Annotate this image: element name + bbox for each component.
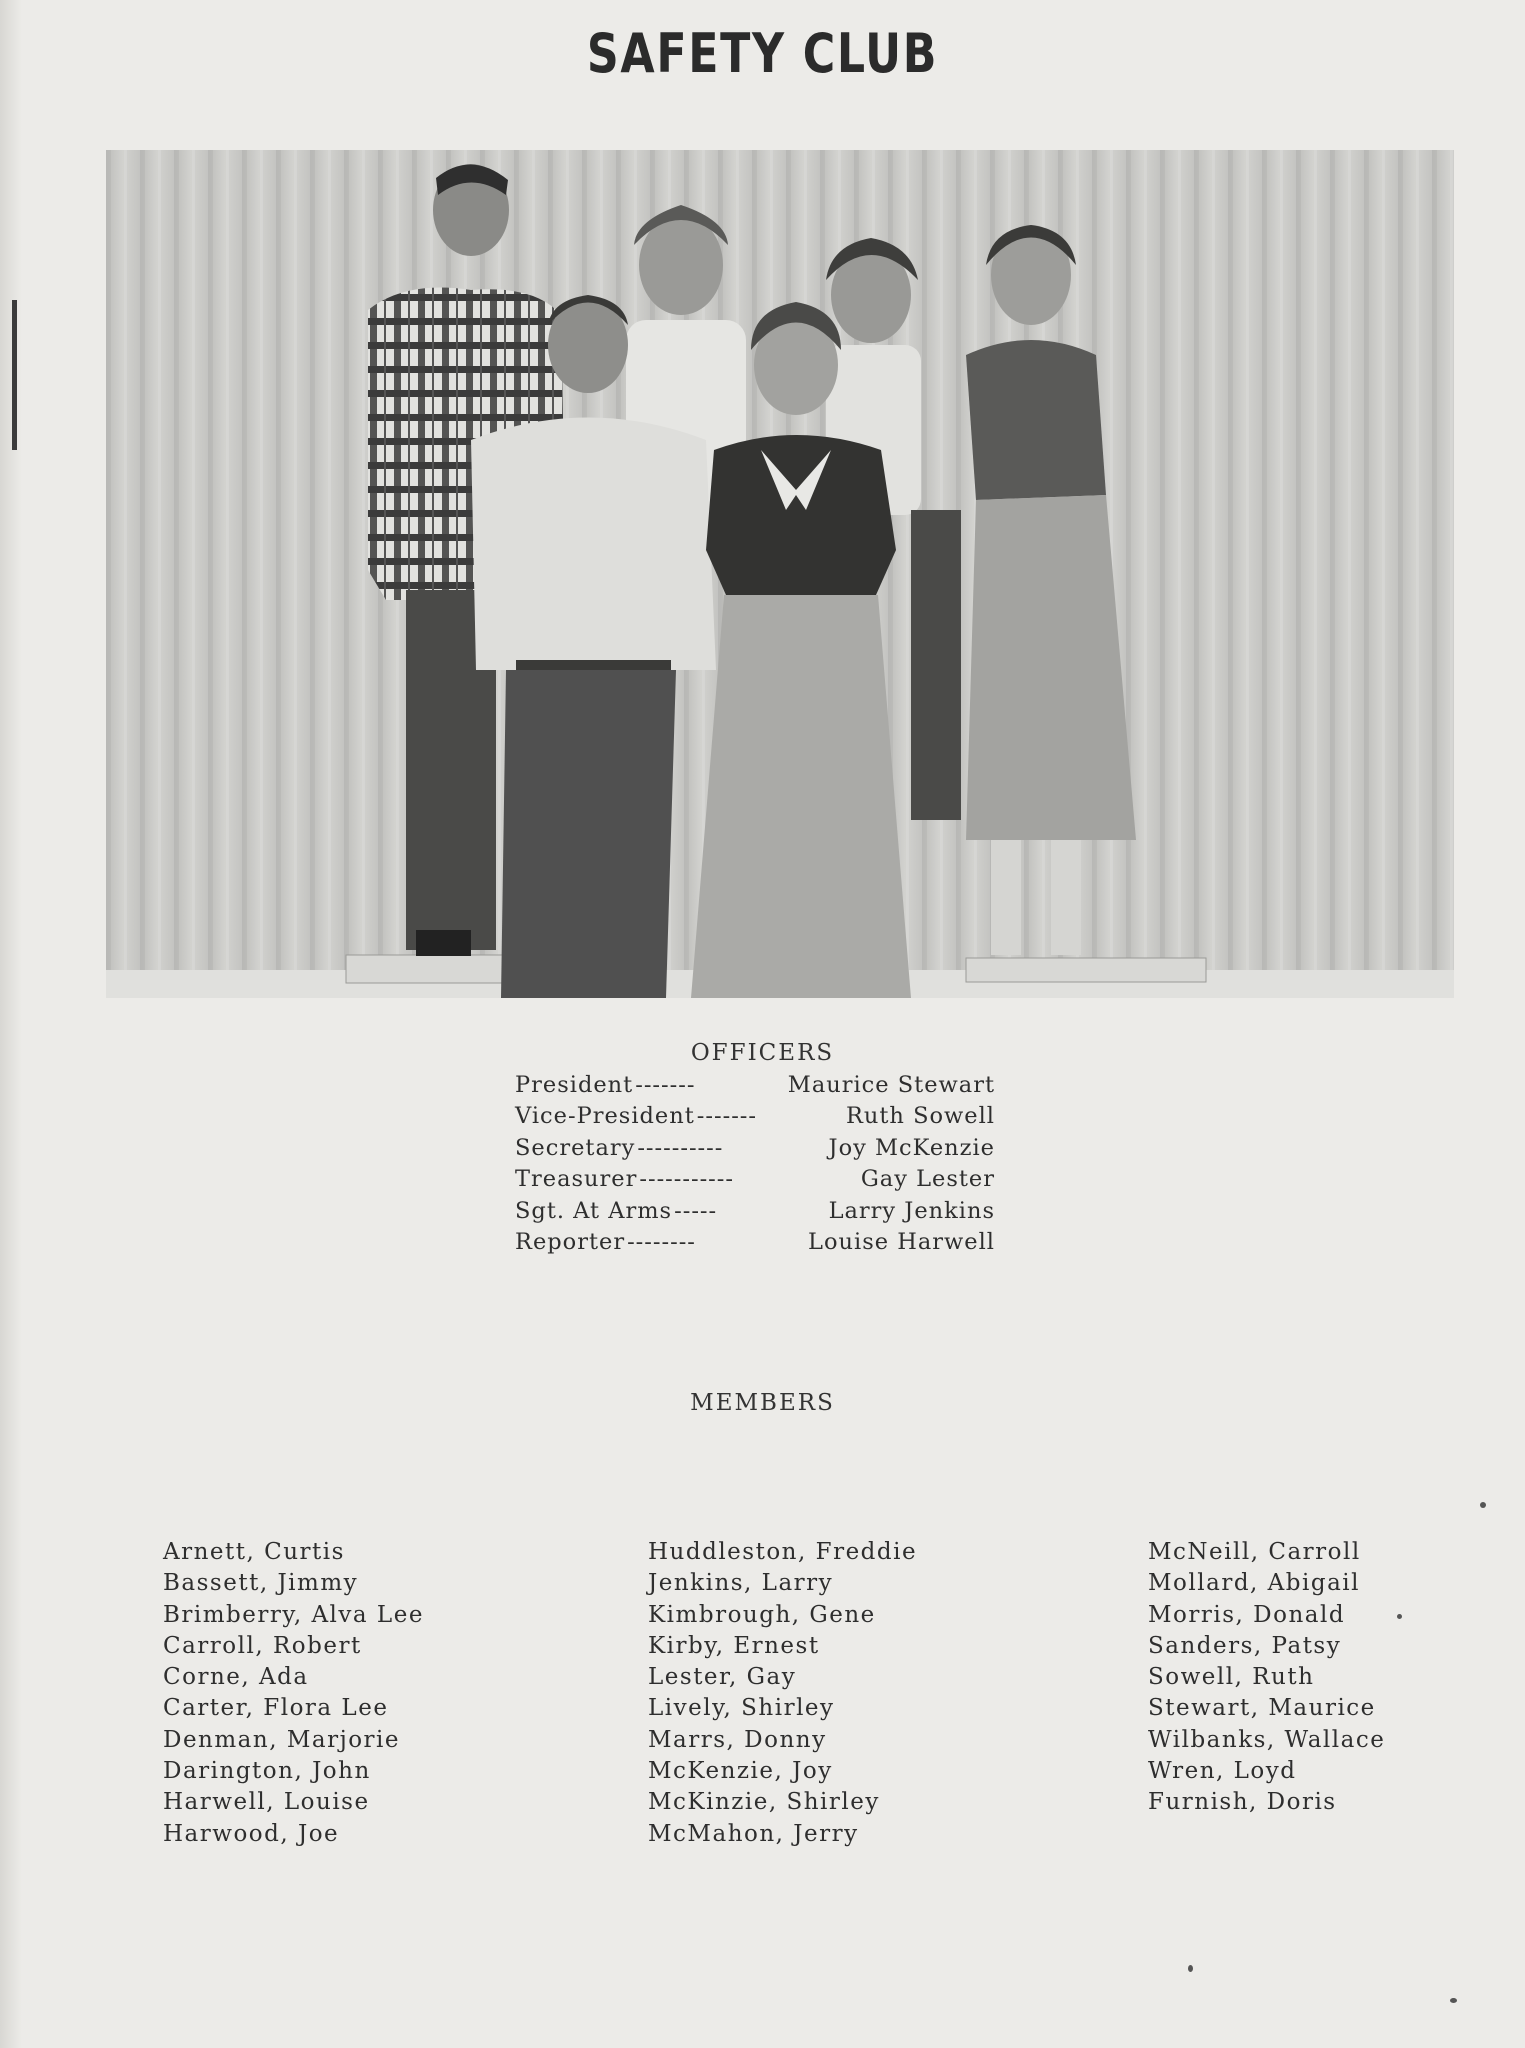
member-name: Wren, Loyd <box>1148 1758 1297 1785</box>
paper-speck <box>1188 1965 1193 1972</box>
page-title: SAFETY CLUB <box>586 22 939 85</box>
members-heading: MEMBERS <box>690 1390 835 1416</box>
page-edge <box>0 0 22 2048</box>
officer-row <box>515 1227 995 1258</box>
group-photo <box>106 150 1454 998</box>
member-name: Morris, Donald <box>1148 1601 1346 1628</box>
member-name: Lively, Shirley <box>648 1695 835 1722</box>
member-name: Sanders, Patsy <box>1148 1632 1342 1659</box>
member-name: McKenzie, Joy <box>648 1758 833 1785</box>
member-name: Wilbanks, Wallace <box>1148 1726 1386 1753</box>
member-name: Bassett, Jimmy <box>163 1570 359 1597</box>
member-name: Darington, John <box>163 1758 371 1785</box>
member-name: Harwell, Louise <box>163 1789 370 1816</box>
officer-leader: ------- <box>696 1103 757 1130</box>
officer-name: Maurice Stewart <box>787 1072 995 1098</box>
officer-role: Vice-President <box>515 1103 695 1130</box>
officers-list <box>515 1070 995 1258</box>
member-name: McKinzie, Shirley <box>648 1789 880 1816</box>
members-column-1 <box>163 1537 424 1850</box>
officer-role: President <box>515 1072 634 1098</box>
member-name: Harwood, Joe <box>163 1820 340 1847</box>
member-name: Carter, Flora Lee <box>163 1695 389 1722</box>
member-name: McMahon, Jerry <box>648 1820 859 1847</box>
officer-role: Sgt. At Arms <box>515 1197 673 1224</box>
member-name: Corne, Ada <box>163 1664 309 1691</box>
member-name: Stewart, Maurice <box>1148 1695 1376 1722</box>
member-name: Furnish, Doris <box>1148 1789 1337 1816</box>
member-name: Arnett, Curtis <box>163 1539 345 1565</box>
officers-heading: OFFICERS <box>690 1040 835 1066</box>
member-name: McNeill, Carroll <box>1148 1539 1361 1565</box>
members-column-2 <box>648 1537 917 1850</box>
officer-leader: ----- <box>674 1197 718 1224</box>
officer-name: Louise Harwell <box>808 1228 995 1255</box>
member-name: Mollard, Abigail <box>1148 1570 1360 1597</box>
member-name: Denman, Marjorie <box>163 1726 401 1753</box>
officer-name: Larry Jenkins <box>828 1197 995 1224</box>
member-name: Jenkins, Larry <box>648 1570 834 1597</box>
officer-name: Gay Lester <box>860 1166 995 1193</box>
member-name: Lester, Gay <box>648 1664 797 1691</box>
member-name: Carroll, Robert <box>163 1632 362 1659</box>
officer-row <box>515 1101 995 1132</box>
paper-speck <box>1397 1614 1402 1619</box>
officer-row <box>515 1164 995 1195</box>
officer-leader: -------- <box>627 1228 696 1255</box>
binding-mark <box>12 300 17 450</box>
member-name: Huddleston, Freddie <box>648 1539 918 1565</box>
officer-name: Joy McKenzie <box>828 1134 995 1161</box>
paper-speck <box>1450 1998 1457 2003</box>
paper-speck <box>1480 1502 1486 1508</box>
member-name: Kimbrough, Gene <box>648 1601 876 1628</box>
member-name: Marrs, Donny <box>648 1726 827 1753</box>
officer-role: Reporter <box>515 1228 626 1255</box>
member-name: Sowell, Ruth <box>1148 1664 1315 1691</box>
officer-row <box>515 1133 995 1164</box>
officer-leader: ---------- <box>637 1134 724 1161</box>
officer-role: Treasurer <box>515 1166 638 1193</box>
members-column-3 <box>1148 1537 1385 1819</box>
officer-row <box>515 1196 995 1227</box>
member-name: Brimberry, Alva Lee <box>163 1601 424 1628</box>
officer-name: Ruth Sowell <box>845 1103 995 1130</box>
officer-leader: ----------- <box>639 1166 734 1193</box>
member-name: Kirby, Ernest <box>648 1632 820 1659</box>
officer-row <box>515 1070 995 1101</box>
officer-role: Secretary <box>515 1134 636 1161</box>
officer-leader: ------- <box>635 1072 696 1098</box>
